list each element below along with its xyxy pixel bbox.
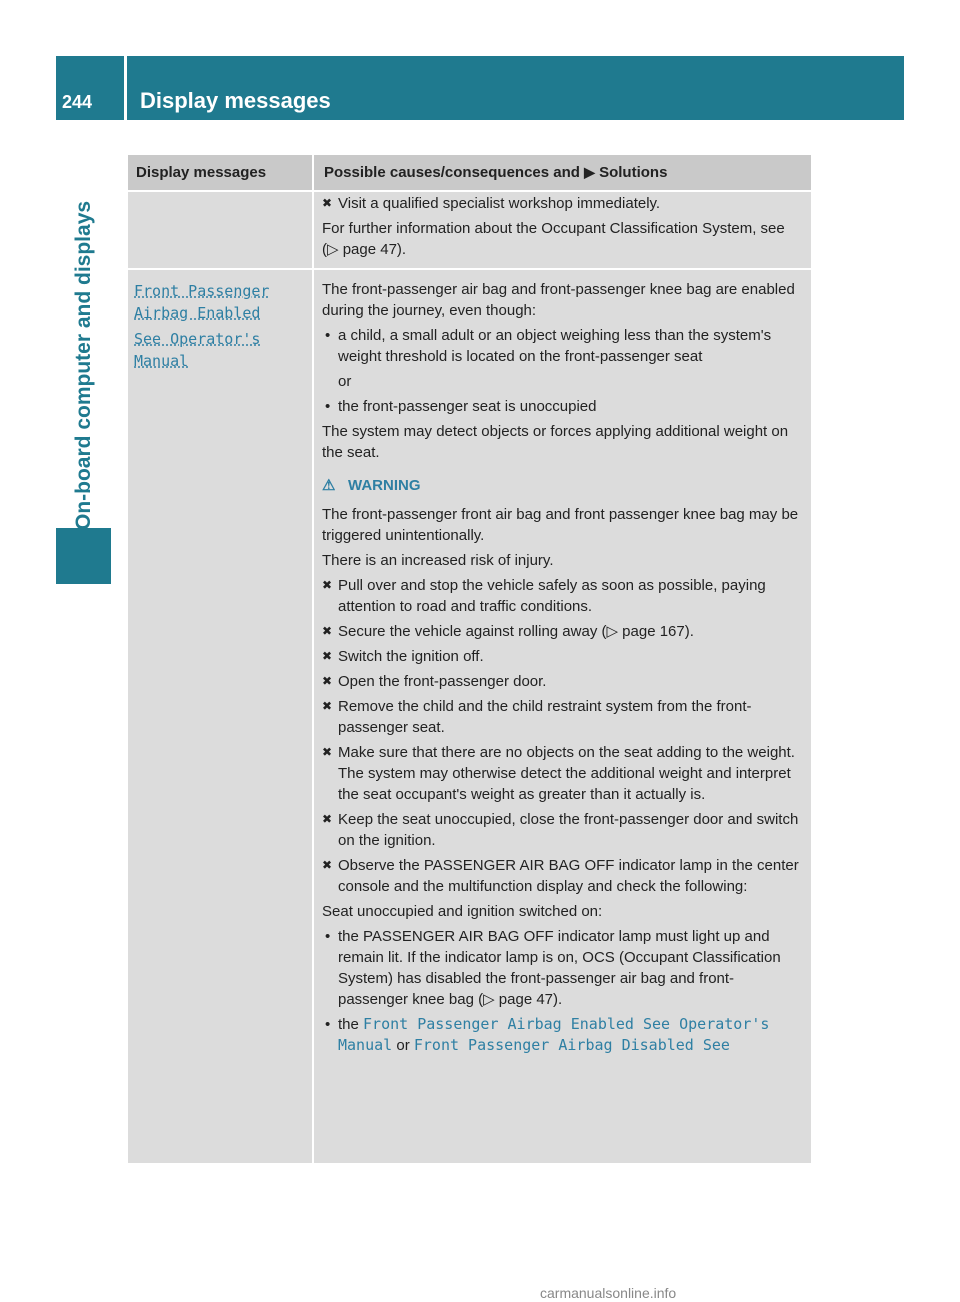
message-line: Manual [134, 352, 189, 370]
step-text: Switch the ignition off. [338, 648, 484, 665]
step-text: Secure the vehicle against rolling away (▷ page 167). [338, 623, 694, 640]
row2-display-message [134, 280, 304, 372]
step-item [322, 646, 804, 667]
column-divider [312, 155, 314, 1163]
bullet-text: a child, a small adult or an object weighing less than the system's weight threshold is located on the front-passenger seat [338, 327, 772, 365]
page-number: 244 [62, 92, 93, 112]
message-line: See Operator's [134, 330, 261, 348]
message-line: Airbag Enabled [134, 304, 261, 322]
or-text: or [338, 373, 352, 390]
step-item [322, 855, 804, 897]
table-header-row [128, 155, 811, 190]
step-item [322, 809, 804, 851]
bullet-text: the [338, 1016, 359, 1033]
paragraph: The system may detect objects or forces applying additional weight on the seat. [322, 423, 789, 461]
step-item [322, 575, 804, 617]
step-text: Remove the child and the child restraint system from the front-passenger seat. [338, 698, 752, 736]
watermark: carmanualsonline.info [540, 1285, 677, 1301]
warning-triangle-icon: ⚠ [322, 477, 336, 494]
step-arrow-icon: ✖ [322, 578, 333, 592]
bullet-text: or [396, 1037, 410, 1054]
paragraph: For further information about the Occupant Classification System, see (▷ page 47). [322, 220, 785, 258]
message-line: Front Passenger [134, 282, 270, 300]
col-header-solutions-post: Solutions [599, 164, 668, 181]
paragraph: There is an increased risk of injury. [322, 552, 554, 569]
warning-heading [322, 475, 804, 496]
step-arrow-icon: ✖ [322, 624, 333, 638]
bullet-icon: • [325, 1016, 331, 1033]
step-item [322, 671, 804, 692]
step-arrow-icon: ✖ [322, 649, 333, 663]
bullet-item [322, 1014, 804, 1056]
paragraph: The front-passenger air bag and front-passenger knee bag are enabled during the journey, even though: [322, 281, 795, 319]
step-item [322, 193, 804, 214]
step-arrow-icon: ✖ [322, 674, 333, 688]
col-header-solutions-pre: Possible causes/consequences and [324, 164, 580, 181]
step-text: Pull over and stop the vehicle safely as soon as possible, paying attention to road and traffic conditions. [338, 577, 766, 615]
col-header-solutions [324, 164, 667, 181]
row2-solutions [322, 279, 804, 1056]
bullet-text: the front-passenger seat is unoccupied [338, 398, 597, 415]
step-arrow-icon: ✖ [322, 196, 333, 210]
header-divider [124, 56, 127, 120]
row-divider [128, 268, 811, 270]
step-item [322, 742, 804, 805]
step-arrow-icon: ✖ [322, 858, 333, 872]
display-message-inline: Front Passenger Airbag Disabled See [413, 1036, 730, 1054]
step-item [322, 621, 804, 642]
step-subtext: The system may otherwise detect the additional weight and interpret the seat occupant's weight as greater than it actually is. [338, 765, 791, 803]
page-title: Display messages [140, 88, 331, 113]
display-messages-table [128, 155, 811, 1163]
step-arrow-icon: ✖ [322, 745, 333, 759]
warning-label: WARNING [348, 477, 421, 494]
display-message-inline: Front Passenger Airbag Enabled See Operator's Manual [338, 1015, 770, 1054]
bullet-item [322, 926, 804, 1010]
bullet-text: the PASSENGER AIR BAG OFF indicator lamp must light up and remain lit. If the indicator lamp is on, OCS (Occupant Classification System) has disabled the front-passenger air bag and front-passenger knee bag (▷ page 47). [338, 928, 781, 1008]
side-tab-label: On-board computer and displays [72, 200, 95, 530]
step-arrow-icon: ✖ [322, 699, 333, 713]
col-header-display-messages: Display messages [136, 164, 267, 181]
step-text: Keep the seat unoccupied, close the front-passenger door and switch on the ignition. [338, 811, 799, 849]
step-text: Visit a qualified specialist workshop immediately. [338, 195, 661, 212]
bullet-icon: • [325, 928, 331, 945]
step-arrow-icon: ✖ [322, 812, 333, 826]
step-text: Make sure that there are no objects on the seat adding to the weight. [338, 744, 795, 761]
paragraph: Seat unoccupied and ignition switched on: [322, 903, 603, 920]
row1-solutions [322, 189, 804, 260]
bullet-item [322, 396, 804, 417]
arrow-icon: ▶ [584, 164, 595, 180]
bullet-icon: • [325, 327, 331, 344]
paragraph: The front-passenger front air bag and front passenger knee bag may be triggered unintentionally. [322, 506, 799, 544]
step-text: Open the front-passenger door. [338, 673, 547, 690]
bullet-icon: • [325, 398, 331, 415]
side-tab-block [56, 528, 111, 584]
step-item [322, 696, 804, 738]
step-text: Observe the PASSENGER AIR BAG OFF indicator lamp in the center console and the multifunction display and check the following: [338, 857, 799, 895]
bullet-item [322, 325, 804, 367]
